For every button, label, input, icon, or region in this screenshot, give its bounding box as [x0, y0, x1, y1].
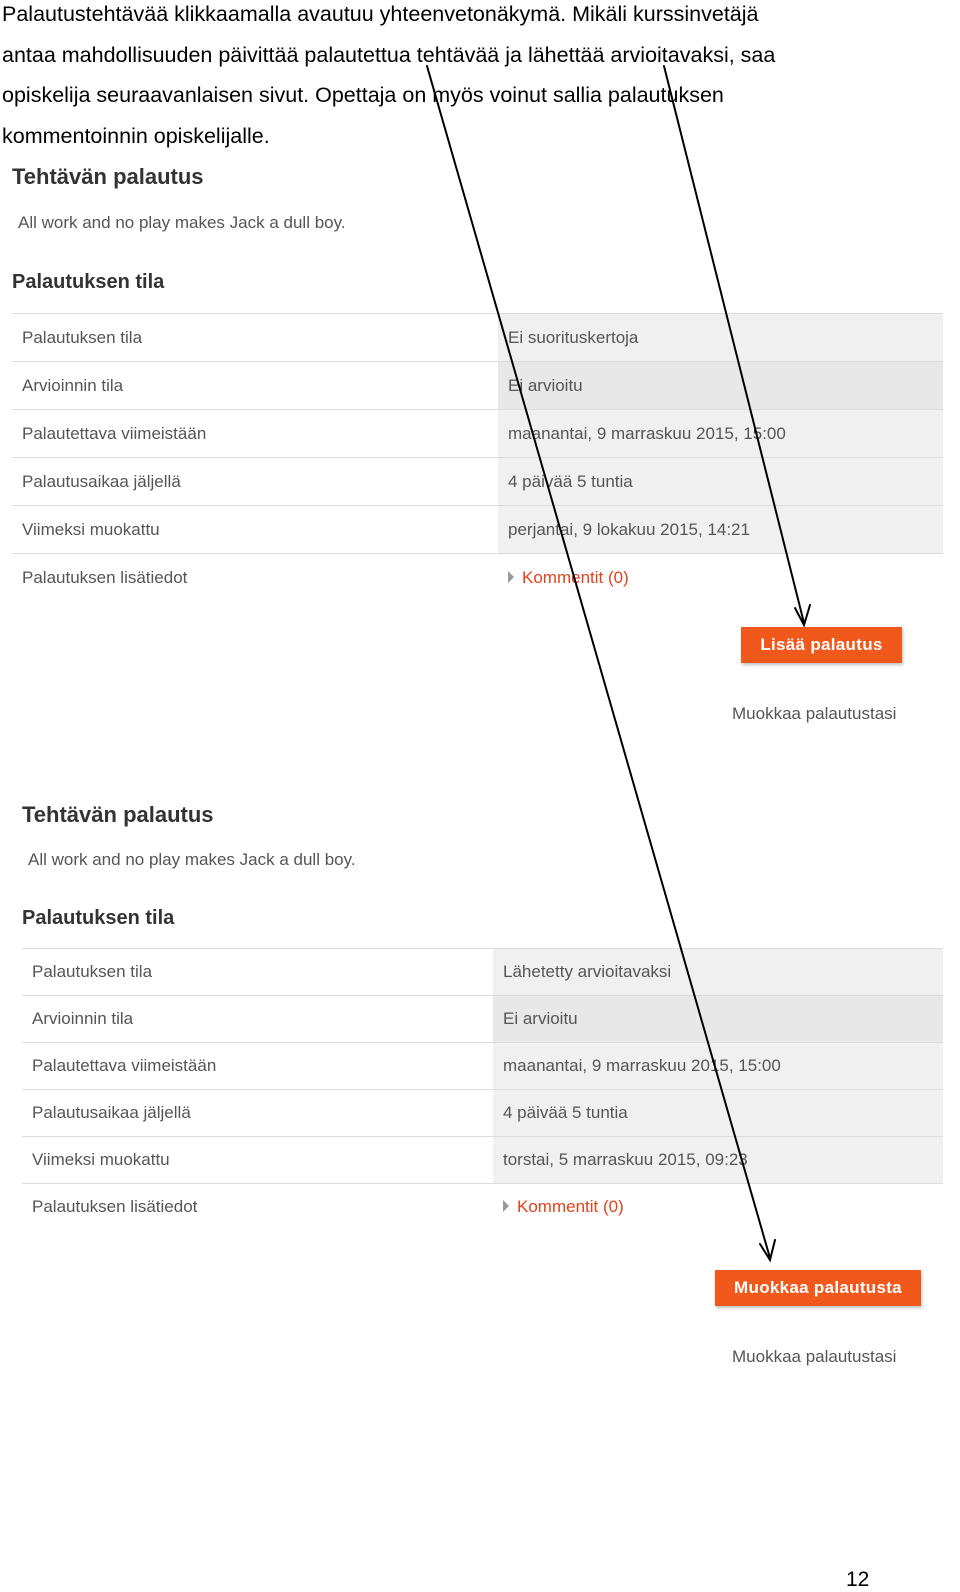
row-label: Palautuksen tila: [32, 962, 153, 981]
row-label: Palautuksen lisätiedot: [32, 1197, 198, 1216]
intro-line: opiskelija seuraavanlaisen sivut. Opettaja on myös voinut sallia palautuksen: [2, 83, 724, 107]
comments-link[interactable]: Kommentit (0): [517, 1197, 624, 1216]
table-row: [22, 1137, 943, 1184]
edit-submission-button[interactable]: Muokkaa palautusta: [715, 1270, 921, 1306]
add-submission-button[interactable]: Lisää palautus: [741, 627, 902, 663]
comments-toggle[interactable]: [508, 568, 629, 588]
row-label: Palautusaikaa jäljellä: [32, 1103, 191, 1122]
comments-toggle[interactable]: [503, 1197, 624, 1217]
row-label: Palautettava viimeistään: [32, 1056, 217, 1075]
row-label: Arvioinnin tila: [32, 1009, 134, 1028]
row-value: [493, 1184, 943, 1230]
row-value: [498, 314, 943, 361]
table-row: [22, 1090, 943, 1137]
row-value: [498, 458, 943, 505]
row-value: [498, 362, 943, 409]
row-value-text: Ei suorituskertoja: [508, 328, 639, 347]
edit-submission-caption: Muokkaa palautustasi: [732, 1347, 897, 1366]
row-value: [498, 554, 943, 601]
row-label: Viimeksi muokattu: [32, 1150, 170, 1169]
table-row: [12, 314, 943, 362]
edit-submission-caption: Muokkaa palautustasi: [732, 704, 897, 723]
status-heading: Palautuksen tila: [22, 907, 175, 929]
row-value-text: maanantai, 9 marraskuu 2015, 15:00: [508, 424, 786, 443]
row-value-text: 4 päivää 5 tuntia: [508, 472, 633, 491]
row-value: [493, 1137, 943, 1183]
intro-paragraph: [2, 0, 942, 156]
row-value-text: 4 päivää 5 tuntia: [503, 1103, 628, 1122]
row-value: [493, 1090, 943, 1136]
submission-screen-1: [12, 158, 943, 738]
table-row: [12, 554, 943, 601]
page-title: Tehtävän palautus: [22, 802, 214, 827]
submission-screen-2: [22, 796, 943, 1366]
table-row: [12, 362, 943, 410]
status-table: [12, 313, 943, 601]
row-value-text: perjantai, 9 lokakuu 2015, 14:21: [508, 520, 750, 539]
intro-line: kommentoinnin opiskelijalle.: [2, 123, 270, 148]
row-label: Palautuksen tila: [22, 328, 143, 347]
table-row: [22, 1043, 943, 1090]
intro-line: Palautustehtävää klikkaamalla avautuu yhteenvetonäkymä. Mikäli kurssinvetäjä: [2, 2, 759, 26]
assignment-description: All work and no play makes Jack a dull boy.: [28, 850, 356, 869]
status-table: [22, 948, 943, 1230]
row-label: Arvioinnin tila: [22, 376, 124, 395]
intro-line: antaa mahdollisuuden päivittää palautettua tehtävää ja lähettää arvioitavaksi, saa: [2, 42, 776, 67]
table-row: [22, 996, 943, 1043]
row-value-text: Lähetetty arvioitavaksi: [503, 962, 672, 981]
row-label: Viimeksi muokattu: [22, 520, 160, 539]
table-row: [12, 458, 943, 506]
row-label: Palautusaikaa jäljellä: [22, 472, 181, 491]
row-value-text: torstai, 5 marraskuu 2015, 09:23: [503, 1150, 748, 1169]
table-row: [22, 1184, 943, 1230]
expand-triangle-icon: [508, 571, 514, 583]
table-row: [22, 949, 943, 996]
row-value-text: Ei arvioitu: [503, 1009, 578, 1028]
expand-triangle-icon: [503, 1200, 509, 1212]
row-value: [493, 996, 943, 1042]
table-row: [12, 506, 943, 554]
row-label: Palautuksen lisätiedot: [22, 568, 188, 587]
page-title: Tehtävän palautus: [12, 164, 204, 189]
table-row: [12, 410, 943, 458]
row-value: [498, 506, 943, 553]
page-number: 12: [846, 1568, 870, 1591]
row-value: [493, 1043, 943, 1089]
comments-link[interactable]: Kommentit (0): [522, 568, 629, 587]
row-value: [498, 410, 943, 457]
assignment-description: All work and no play makes Jack a dull boy.: [18, 213, 346, 232]
status-heading: Palautuksen tila: [12, 271, 165, 293]
row-label: Palautettava viimeistään: [22, 424, 207, 443]
row-value: [493, 949, 943, 995]
row-value-text: maanantai, 9 marraskuu 2015, 15:00: [503, 1056, 781, 1075]
row-value-text: Ei arvioitu: [508, 376, 583, 395]
